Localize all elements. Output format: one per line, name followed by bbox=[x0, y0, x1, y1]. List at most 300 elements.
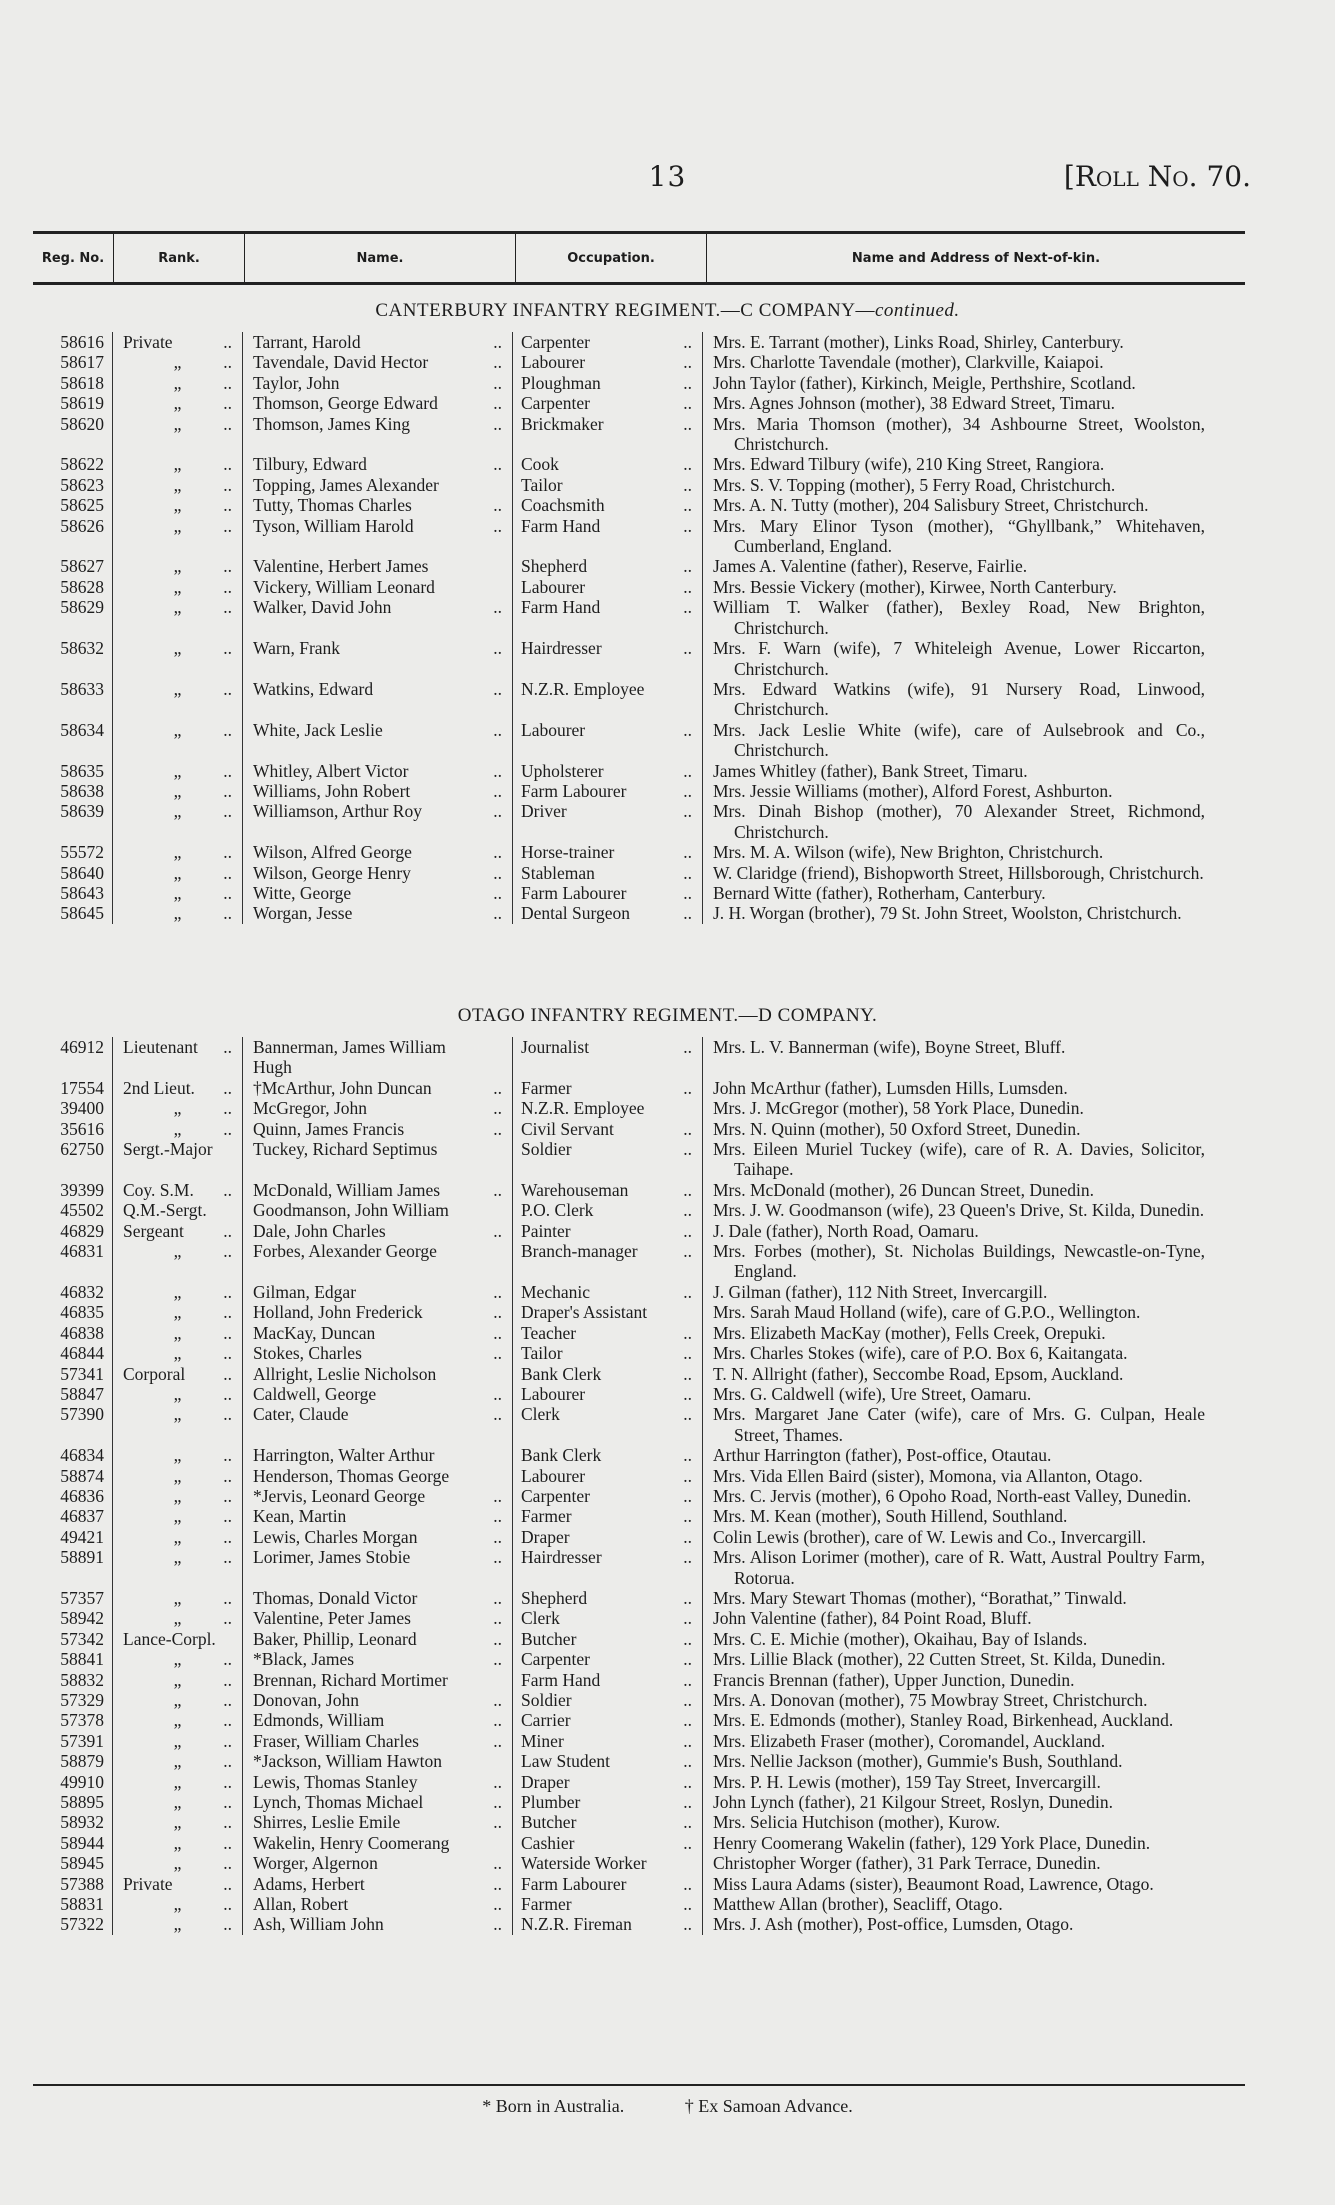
reg-no-cell: 58944 bbox=[33, 1833, 113, 1853]
table-row bbox=[33, 1404, 1245, 1445]
occupation-cell: Soldier .. bbox=[513, 1139, 703, 1180]
next-of-kin-cell: Miss Laura Adams (sister), Beaumont Road, Lawrence, Otago. bbox=[713, 1873, 1154, 1894]
column-header-rank: Rank. bbox=[114, 234, 245, 282]
reg-no-cell: 58874 bbox=[33, 1466, 113, 1486]
rank-cell: „ .. bbox=[113, 638, 243, 679]
roll-table-canterbury bbox=[33, 332, 1245, 924]
rank-cell: „ .. bbox=[113, 1731, 243, 1751]
occupation-cell: Law Student .. bbox=[513, 1751, 703, 1771]
occupation-cell: Bank Clerk .. bbox=[513, 1445, 703, 1465]
table-row bbox=[33, 414, 1245, 455]
reg-no-cell: 39399 bbox=[33, 1180, 113, 1200]
section-title-otago bbox=[0, 1005, 1335, 1027]
occupation-cell: Ploughman .. bbox=[513, 373, 703, 393]
occupation-cell: Carpenter .. bbox=[513, 1486, 703, 1506]
name-cell: Adams, Herbert .. bbox=[243, 1874, 513, 1894]
table-row bbox=[33, 761, 1245, 781]
reg-no-cell: 35616 bbox=[33, 1119, 113, 1139]
reg-no-cell: 57329 bbox=[33, 1690, 113, 1710]
name-cell: *Jackson, William Hawton bbox=[243, 1751, 513, 1771]
rank-cell: „ .. bbox=[113, 1792, 243, 1812]
rank-cell: Q.M.-Sergt. bbox=[113, 1200, 243, 1220]
occupation-cell: Bank Clerk .. bbox=[513, 1364, 703, 1384]
table-row bbox=[33, 1710, 1245, 1730]
occupation-cell: N.Z.R. Employee bbox=[513, 1098, 703, 1118]
reg-no-cell: 46837 bbox=[33, 1506, 113, 1526]
next-of-kin-cell: Mrs. Elizabeth Fraser (mother), Coromandel, Auckland. bbox=[713, 1730, 1106, 1751]
next-of-kin-cell: Mrs. G. Caldwell (wife), Ure Street, Oamaru. bbox=[713, 1383, 1032, 1404]
occupation-cell: Mechanic .. bbox=[513, 1282, 703, 1302]
table-row bbox=[33, 495, 1245, 515]
next-of-kin-cell: Mrs. E. Tarrant (mother), Links Road, Shirley, Canterbury. bbox=[713, 332, 1124, 352]
name-cell: McDonald, William James .. bbox=[243, 1180, 513, 1200]
column-header-next-of-kin: Name and Address of Next-of-kin. bbox=[851, 250, 1101, 266]
reg-no-cell: 58895 bbox=[33, 1792, 113, 1812]
name-cell: Whitley, Albert Victor .. bbox=[243, 761, 513, 781]
table-row bbox=[33, 1588, 1245, 1608]
name-cell: Taylor, John .. bbox=[243, 373, 513, 393]
table-row bbox=[33, 1772, 1245, 1792]
next-of-kin-cell: Mrs. Bessie Vickery (mother), Kirwee, North Canterbury. bbox=[713, 576, 1117, 597]
occupation-cell: Upholsterer .. bbox=[513, 761, 703, 781]
table-row bbox=[33, 1343, 1245, 1363]
rank-cell: „ .. bbox=[113, 1772, 243, 1792]
next-of-kin-cell: John McArthur (father), Lumsden Hills, Lumsden. bbox=[713, 1077, 1068, 1098]
occupation-cell: Farmer .. bbox=[513, 1078, 703, 1098]
reg-no-cell: 58891 bbox=[33, 1547, 113, 1588]
table-row bbox=[33, 1792, 1245, 1812]
next-of-kin-cell: Mrs. Charlotte Tavendale (mother), Clarkville, Kaiapoi. bbox=[713, 352, 1104, 373]
table-row bbox=[33, 638, 1245, 679]
name-cell: Allright, Leslie Nicholson bbox=[243, 1364, 513, 1384]
next-of-kin-cell: John Lynch (father), 21 Kilgour Street, Roslyn, Dunedin. bbox=[713, 1792, 1114, 1813]
reg-no-cell: 58628 bbox=[33, 577, 113, 597]
name-cell: Goodmanson, John William bbox=[243, 1200, 513, 1220]
table-row bbox=[33, 679, 1245, 720]
occupation-cell: Brickmaker .. bbox=[513, 414, 703, 455]
rank-cell: „ .. bbox=[113, 454, 243, 474]
occupation-cell: Shepherd .. bbox=[513, 1588, 703, 1608]
reg-no-cell: 58629 bbox=[33, 597, 113, 638]
reg-no-cell: 58625 bbox=[33, 495, 113, 515]
name-cell: Worgan, Jesse .. bbox=[243, 903, 513, 923]
rank-cell: „ .. bbox=[113, 1547, 243, 1588]
table-row bbox=[33, 1833, 1245, 1853]
reg-no-cell: 58620 bbox=[33, 414, 113, 455]
occupation-cell: Clerk .. bbox=[513, 1404, 703, 1445]
next-of-kin-cell: Mrs. Charles Stokes (wife), care of P.O. Box 6, Kaitangata. bbox=[713, 1343, 1128, 1364]
name-cell: Lorimer, James Stobie .. bbox=[243, 1547, 513, 1588]
table-row bbox=[33, 1547, 1245, 1588]
reg-no-cell: 58942 bbox=[33, 1608, 113, 1628]
occupation-cell: Carpenter .. bbox=[513, 393, 703, 413]
occupation-cell: Branch-manager .. bbox=[513, 1241, 703, 1282]
next-of-kin-cell: Mrs. Selicia Hutchison (mother), Kurow. bbox=[713, 1812, 1001, 1833]
reg-no-cell: 46838 bbox=[33, 1323, 113, 1343]
reg-no-cell: 46834 bbox=[33, 1445, 113, 1465]
rank-cell: „ .. bbox=[113, 1343, 243, 1363]
rank-cell: „ .. bbox=[113, 1445, 243, 1465]
name-cell: Tarrant, Harold .. bbox=[243, 332, 513, 352]
next-of-kin-cell: Mrs. Mary Stewart Thomas (mother), “Borathat,” Tinwald. bbox=[713, 1587, 1127, 1608]
table-row bbox=[33, 1466, 1245, 1486]
name-cell: Harrington, Walter Arthur bbox=[243, 1445, 513, 1465]
occupation-cell: Coachsmith .. bbox=[513, 495, 703, 515]
section-title-suffix: continued. bbox=[874, 300, 960, 321]
name-cell: Williams, John Robert .. bbox=[243, 781, 513, 801]
table-row bbox=[33, 1200, 1245, 1220]
reg-no-cell: 57357 bbox=[33, 1588, 113, 1608]
reg-no-cell: 58626 bbox=[33, 516, 113, 557]
occupation-cell: Farm Labourer .. bbox=[513, 883, 703, 903]
next-of-kin-cell: Mrs. M. Kean (mother), South Hillend, Southland. bbox=[713, 1506, 1068, 1527]
next-of-kin-cell: Arthur Harrington (father), Post-office, Otautau. bbox=[713, 1445, 1052, 1466]
rank-cell: „ .. bbox=[113, 1649, 243, 1669]
reg-no-cell: 49421 bbox=[33, 1527, 113, 1547]
next-of-kin-cell: Mrs. J. McGregor (mother), 58 York Place, Dunedin. bbox=[713, 1098, 1084, 1119]
reg-no-cell: 46844 bbox=[33, 1343, 113, 1363]
next-of-kin-cell: Mrs. Forbes (mother), St. Nicholas Buildings, Newcastle-on-Tyne, England. bbox=[713, 1241, 1205, 1282]
rank-cell: „ .. bbox=[113, 1812, 243, 1832]
column-header-name: Name. bbox=[245, 234, 516, 282]
rank-cell: 2nd Lieut. .. bbox=[113, 1078, 243, 1098]
reg-no-cell: 57378 bbox=[33, 1710, 113, 1730]
rank-cell: Lance-Corpl. bbox=[113, 1629, 243, 1649]
name-cell: Watkins, Edward .. bbox=[243, 679, 513, 720]
table-row bbox=[33, 516, 1245, 557]
column-header-reg-no: Reg. No. bbox=[33, 234, 114, 282]
table-row bbox=[33, 1751, 1245, 1771]
reg-no-cell: 58643 bbox=[33, 883, 113, 903]
occupation-cell: Labourer .. bbox=[513, 1466, 703, 1486]
rank-cell: „ .. bbox=[113, 597, 243, 638]
occupation-cell: Carrier .. bbox=[513, 1710, 703, 1730]
reg-no-cell: 58932 bbox=[33, 1812, 113, 1832]
table-row bbox=[33, 352, 1245, 372]
name-cell: Wilson, George Henry .. bbox=[243, 863, 513, 883]
footnotes bbox=[0, 2096, 1335, 2117]
rank-cell: „ .. bbox=[113, 414, 243, 455]
next-of-kin-cell: Mrs. A. Donovan (mother), 75 Mowbray Street, Christchurch. bbox=[713, 1690, 1148, 1710]
occupation-cell: Cashier .. bbox=[513, 1833, 703, 1853]
next-of-kin-cell: Mrs. Sarah Maud Holland (wife), care of G.P.O., Wellington. bbox=[713, 1302, 1141, 1323]
reg-no-cell: 57388 bbox=[33, 1874, 113, 1894]
next-of-kin-cell: Mrs. Elizabeth MacKay (mother), Fells Creek, Orepuki. bbox=[713, 1322, 1106, 1343]
name-cell: Tuckey, Richard Septimus bbox=[243, 1139, 513, 1180]
reg-no-cell: 58618 bbox=[33, 373, 113, 393]
reg-no-cell: 58627 bbox=[33, 556, 113, 576]
next-of-kin-cell: Colin Lewis (brother), care of W. Lewis and Co., Invercargill. bbox=[713, 1526, 1147, 1547]
table-row bbox=[33, 1364, 1245, 1384]
column-header-row bbox=[33, 231, 1245, 285]
name-cell: Walker, David John .. bbox=[243, 597, 513, 638]
table-row bbox=[33, 1608, 1245, 1628]
next-of-kin-cell: William T. Walker (father), Bexley Road, New Brighton, Christchurch. bbox=[713, 597, 1205, 638]
section-title-text: OTAGO INFANTRY REGIMENT.—D COMPANY. bbox=[457, 1005, 878, 1026]
next-of-kin-cell: W. Claridge (friend), Bishopworth Street, Hillsborough, Christchurch. bbox=[713, 862, 1204, 883]
reg-no-cell: 57391 bbox=[33, 1731, 113, 1751]
reg-no-cell: 58831 bbox=[33, 1894, 113, 1914]
rank-cell: Private .. bbox=[113, 1874, 243, 1894]
rank-cell: „ .. bbox=[113, 679, 243, 720]
next-of-kin-cell: Mrs. Dinah Bishop (mother), 70 Alexander Street, Richmond, Christchurch. bbox=[713, 801, 1205, 842]
name-cell: Brennan, Richard Mortimer bbox=[243, 1670, 513, 1690]
name-cell: Tutty, Thomas Charles .. bbox=[243, 495, 513, 515]
next-of-kin-cell: Francis Brennan (father), Upper Junction, Dunedin. bbox=[713, 1669, 1075, 1690]
name-cell: Shirres, Leslie Emile .. bbox=[243, 1812, 513, 1832]
rank-cell: „ .. bbox=[113, 883, 243, 903]
name-cell: Edmonds, William .. bbox=[243, 1710, 513, 1730]
rank-cell: „ .. bbox=[113, 1486, 243, 1506]
table-row bbox=[33, 1527, 1245, 1547]
rank-cell: „ .. bbox=[113, 1527, 243, 1547]
next-of-kin-cell: Matthew Allan (brother), Seacliff, Otago. bbox=[713, 1894, 1003, 1915]
occupation-cell: Farm Hand .. bbox=[513, 1670, 703, 1690]
occupation-cell: Dental Surgeon .. bbox=[513, 903, 703, 923]
reg-no-cell: 55572 bbox=[33, 842, 113, 862]
next-of-kin-cell: Henry Coomerang Wakelin (father), 129 York Place, Dunedin. bbox=[713, 1832, 1151, 1853]
next-of-kin-cell: Mrs. L. V. Bannerman (wife), Boyne Street, Bluff. bbox=[713, 1037, 1066, 1057]
name-cell: Lewis, Thomas Stanley .. bbox=[243, 1772, 513, 1792]
reg-no-cell: 58623 bbox=[33, 475, 113, 495]
rank-cell: „ .. bbox=[113, 1119, 243, 1139]
table-row bbox=[33, 883, 1245, 903]
occupation-cell: Farm Labourer .. bbox=[513, 1874, 703, 1894]
next-of-kin-cell: Mrs. P. H. Lewis (mother), 159 Tay Street, Invercargill. bbox=[713, 1771, 1101, 1792]
table-row bbox=[33, 1670, 1245, 1690]
name-cell: Kean, Martin .. bbox=[243, 1506, 513, 1526]
next-of-kin-cell: J. Dale (father), North Road, Oamaru. bbox=[713, 1220, 979, 1241]
name-cell: Vickery, William Leonard bbox=[243, 577, 513, 597]
reg-no-cell: 58879 bbox=[33, 1751, 113, 1771]
next-of-kin-cell: James A. Valentine (father), Reserve, Fairlie. bbox=[713, 556, 1028, 577]
name-cell: Valentine, Peter James .. bbox=[243, 1608, 513, 1628]
occupation-cell: Draper's Assistant bbox=[513, 1302, 703, 1322]
reg-no-cell: 46832 bbox=[33, 1282, 113, 1302]
next-of-kin-cell: Mrs. Mary Elinor Tyson (mother), “Ghyllbank,” Whitehaven, Cumberland, England. bbox=[713, 515, 1205, 557]
next-of-kin-cell: Mrs. C. E. Michie (mother), Okaihau, Bay of Islands. bbox=[713, 1628, 1088, 1649]
name-cell: White, Jack Leslie .. bbox=[243, 720, 513, 761]
rank-cell: „ .. bbox=[113, 516, 243, 557]
next-of-kin-cell: Mrs. Margaret Jane Cater (wife), care of Mrs. G. Culpan, Heale Street, Thames. bbox=[713, 1404, 1205, 1445]
rank-cell: „ .. bbox=[113, 352, 243, 372]
rank-cell: „ .. bbox=[113, 1894, 243, 1914]
next-of-kin-cell: Mrs. Vida Ellen Baird (sister), Momona, via Allanton, Otago. bbox=[713, 1465, 1143, 1486]
table-row bbox=[33, 454, 1245, 474]
table-row bbox=[33, 1629, 1245, 1649]
occupation-cell: Carpenter .. bbox=[513, 1649, 703, 1669]
occupation-cell: Labourer .. bbox=[513, 720, 703, 761]
rank-cell: „ .. bbox=[113, 1302, 243, 1322]
reg-no-cell: 57341 bbox=[33, 1364, 113, 1384]
occupation-cell: Clerk .. bbox=[513, 1608, 703, 1628]
occupation-cell: Draper .. bbox=[513, 1527, 703, 1547]
occupation-cell: Journalist .. bbox=[513, 1037, 703, 1078]
name-cell: Donovan, John .. bbox=[243, 1690, 513, 1710]
table-row bbox=[33, 1874, 1245, 1894]
name-cell: Dale, John Charles .. bbox=[243, 1221, 513, 1241]
occupation-cell: Horse-trainer .. bbox=[513, 842, 703, 862]
rank-cell: „ .. bbox=[113, 1690, 243, 1710]
reg-no-cell: 58847 bbox=[33, 1384, 113, 1404]
page-number: 13 bbox=[648, 160, 687, 193]
occupation-cell: Shepherd .. bbox=[513, 556, 703, 576]
name-cell: MacKay, Duncan .. bbox=[243, 1323, 513, 1343]
rank-cell: „ .. bbox=[113, 1466, 243, 1486]
rank-cell: „ .. bbox=[113, 1588, 243, 1608]
next-of-kin-cell: Mrs. Nellie Jackson (mother), Gummie's Bush, Southland. bbox=[713, 1751, 1123, 1772]
footer-rule bbox=[33, 2084, 1245, 2086]
occupation-cell: Soldier .. bbox=[513, 1690, 703, 1710]
rank-cell: „ .. bbox=[113, 1282, 243, 1302]
rank-cell: Coy. S.M. .. bbox=[113, 1180, 243, 1200]
table-row bbox=[33, 393, 1245, 413]
name-cell: Thomas, Donald Victor .. bbox=[243, 1588, 513, 1608]
rank-cell: „ .. bbox=[113, 720, 243, 761]
name-cell: Cater, Claude .. bbox=[243, 1404, 513, 1445]
reg-no-cell: 58632 bbox=[33, 638, 113, 679]
table-row bbox=[33, 373, 1245, 393]
rank-cell: „ .. bbox=[113, 393, 243, 413]
rank-cell: Corporal .. bbox=[113, 1364, 243, 1384]
reg-no-cell: 46835 bbox=[33, 1302, 113, 1322]
rank-cell: „ .. bbox=[113, 1384, 243, 1404]
name-cell: Gilman, Edgar .. bbox=[243, 1282, 513, 1302]
reg-no-cell: 58633 bbox=[33, 679, 113, 720]
table-row bbox=[33, 1037, 1245, 1078]
next-of-kin-cell: Mrs. F. Warn (wife), 7 Whiteleigh Avenue, Lower Riccarton, Christchurch. bbox=[713, 638, 1205, 679]
table-row bbox=[33, 1302, 1245, 1322]
rank-cell: „ .. bbox=[113, 842, 243, 862]
occupation-cell: Labourer .. bbox=[513, 577, 703, 597]
table-row bbox=[33, 1853, 1245, 1873]
rank-cell: „ .. bbox=[113, 1323, 243, 1343]
occupation-cell: P.O. Clerk .. bbox=[513, 1200, 703, 1220]
reg-no-cell: 46912 bbox=[33, 1037, 113, 1078]
table-row bbox=[33, 1894, 1245, 1914]
table-row bbox=[33, 1649, 1245, 1669]
table-row bbox=[33, 577, 1245, 597]
table-row bbox=[33, 863, 1245, 883]
next-of-kin-cell: Christopher Worger (father), 31 Park Terrace, Dunedin. bbox=[713, 1853, 1101, 1874]
rank-cell: „ .. bbox=[113, 475, 243, 495]
occupation-cell: Driver .. bbox=[513, 801, 703, 842]
reg-no-cell: 58634 bbox=[33, 720, 113, 761]
reg-no-cell: 58638 bbox=[33, 781, 113, 801]
reg-no-cell: 58622 bbox=[33, 454, 113, 474]
rank-cell: Lieutenant .. bbox=[113, 1037, 243, 1078]
table-row bbox=[33, 1323, 1245, 1343]
next-of-kin-cell: T. N. Allright (father), Seccombe Road, Epsom, Auckland. bbox=[713, 1363, 1124, 1384]
rank-cell: „ .. bbox=[113, 1506, 243, 1526]
rank-cell: „ .. bbox=[113, 1751, 243, 1771]
occupation-cell: Tailor .. bbox=[513, 1343, 703, 1363]
next-of-kin-cell: John Valentine (father), 84 Point Road, Bluff. bbox=[713, 1608, 1032, 1629]
table-row bbox=[33, 1486, 1245, 1506]
occupation-cell: N.Z.R. Fireman .. bbox=[513, 1914, 703, 1934]
reg-no-cell: 58640 bbox=[33, 863, 113, 883]
name-cell: Tyson, William Harold .. bbox=[243, 516, 513, 557]
name-cell: Holland, John Frederick .. bbox=[243, 1302, 513, 1322]
column-header-occupation: Occupation. bbox=[516, 234, 707, 282]
occupation-cell: Hairdresser .. bbox=[513, 638, 703, 679]
next-of-kin-cell: Mrs. A. N. Tutty (mother), 204 Salisbury Street, Christchurch. bbox=[713, 495, 1149, 516]
section-title-canterbury bbox=[0, 300, 1335, 322]
table-row bbox=[33, 1119, 1245, 1139]
next-of-kin-cell: Mrs. Edward Tilbury (wife), 210 King Street, Rangiora. bbox=[713, 454, 1105, 475]
next-of-kin-cell: Mrs. Lillie Black (mother), 22 Cutten Street, St. Kilda, Dunedin. bbox=[713, 1649, 1166, 1670]
footnote-ex-samoan-advance: † Ex Samoan Advance. bbox=[684, 2096, 853, 2116]
occupation-cell: Labourer .. bbox=[513, 352, 703, 372]
occupation-cell: Warehouseman .. bbox=[513, 1180, 703, 1200]
table-row bbox=[33, 801, 1245, 842]
reg-no-cell: 58619 bbox=[33, 393, 113, 413]
name-cell: Witte, George .. bbox=[243, 883, 513, 903]
section-title-text: CANTERBURY INFANTRY REGIMENT.—C COMPANY— bbox=[375, 300, 875, 321]
table-row bbox=[33, 781, 1245, 801]
occupation-cell: Farm Labourer .. bbox=[513, 781, 703, 801]
reg-no-cell: 58635 bbox=[33, 761, 113, 781]
next-of-kin-cell: Mrs. Agnes Johnson (mother), 38 Edward Street, Timaru. bbox=[713, 393, 1115, 414]
rank-cell: „ .. bbox=[113, 903, 243, 923]
occupation-cell: Plumber .. bbox=[513, 1792, 703, 1812]
table-row bbox=[33, 1690, 1245, 1710]
reg-no-cell: 58945 bbox=[33, 1853, 113, 1873]
name-cell: Lynch, Thomas Michael .. bbox=[243, 1792, 513, 1812]
next-of-kin-cell: J. H. Worgan (brother), 79 St. John Street, Woolston, Christchurch. bbox=[713, 903, 1182, 924]
occupation-cell: Butcher .. bbox=[513, 1629, 703, 1649]
name-cell: Bannerman, James William Hugh bbox=[243, 1037, 513, 1078]
rank-cell: „ .. bbox=[113, 373, 243, 393]
reg-no-cell: 46831 bbox=[33, 1241, 113, 1282]
rank-cell: Sergeant .. bbox=[113, 1221, 243, 1241]
reg-no-cell: 46829 bbox=[33, 1221, 113, 1241]
next-of-kin-cell: J. Gilman (father), 112 Nith Street, Invercargill. bbox=[713, 1281, 1048, 1302]
rank-cell: „ .. bbox=[113, 1914, 243, 1934]
table-row bbox=[33, 1221, 1245, 1241]
next-of-kin-cell: Mrs. N. Quinn (mother), 50 Oxford Street, Dunedin. bbox=[713, 1118, 1081, 1139]
name-cell: Caldwell, George .. bbox=[243, 1384, 513, 1404]
table-row bbox=[33, 475, 1245, 495]
next-of-kin-cell: James Whitley (father), Bank Street, Timaru. bbox=[713, 760, 1028, 781]
next-of-kin-cell: Bernard Witte (father), Rotherham, Canterbury. bbox=[713, 882, 1046, 903]
table-row bbox=[33, 1506, 1245, 1526]
next-of-kin-cell: Mrs. Jack Leslie White (wife), care of Aulsebrook and Co., Christchurch. bbox=[713, 719, 1205, 761]
name-cell: Worger, Algernon .. bbox=[243, 1853, 513, 1873]
next-of-kin-cell: Mrs. Alison Lorimer (mother), care of R. Watt, Austral Poultry Farm, Rotorua. bbox=[713, 1547, 1205, 1588]
name-cell: *Black, James .. bbox=[243, 1649, 513, 1669]
rank-cell: „ .. bbox=[113, 863, 243, 883]
name-cell: Fraser, William Charles .. bbox=[243, 1731, 513, 1751]
name-cell: Lewis, Charles Morgan .. bbox=[243, 1527, 513, 1547]
table-row bbox=[33, 556, 1245, 576]
occupation-cell: Carpenter .. bbox=[513, 332, 703, 352]
table-row bbox=[33, 903, 1245, 923]
table-row bbox=[33, 1241, 1245, 1282]
rank-cell: „ .. bbox=[113, 577, 243, 597]
table-row bbox=[33, 1282, 1245, 1302]
occupation-cell: Hairdresser .. bbox=[513, 1547, 703, 1588]
reg-no-cell: 58841 bbox=[33, 1649, 113, 1669]
next-of-kin-cell: Mrs. J. Ash (mother), Post-office, Lumsden, Otago. bbox=[713, 1914, 1074, 1935]
name-cell: Thomson, George Edward .. bbox=[243, 393, 513, 413]
table-row bbox=[33, 1078, 1245, 1098]
reg-no-cell: 58639 bbox=[33, 801, 113, 842]
rank-cell: Private .. bbox=[113, 332, 243, 352]
occupation-cell: Labourer .. bbox=[513, 1384, 703, 1404]
name-cell: †McArthur, John Duncan .. bbox=[243, 1078, 513, 1098]
rank-cell: „ .. bbox=[113, 1098, 243, 1118]
